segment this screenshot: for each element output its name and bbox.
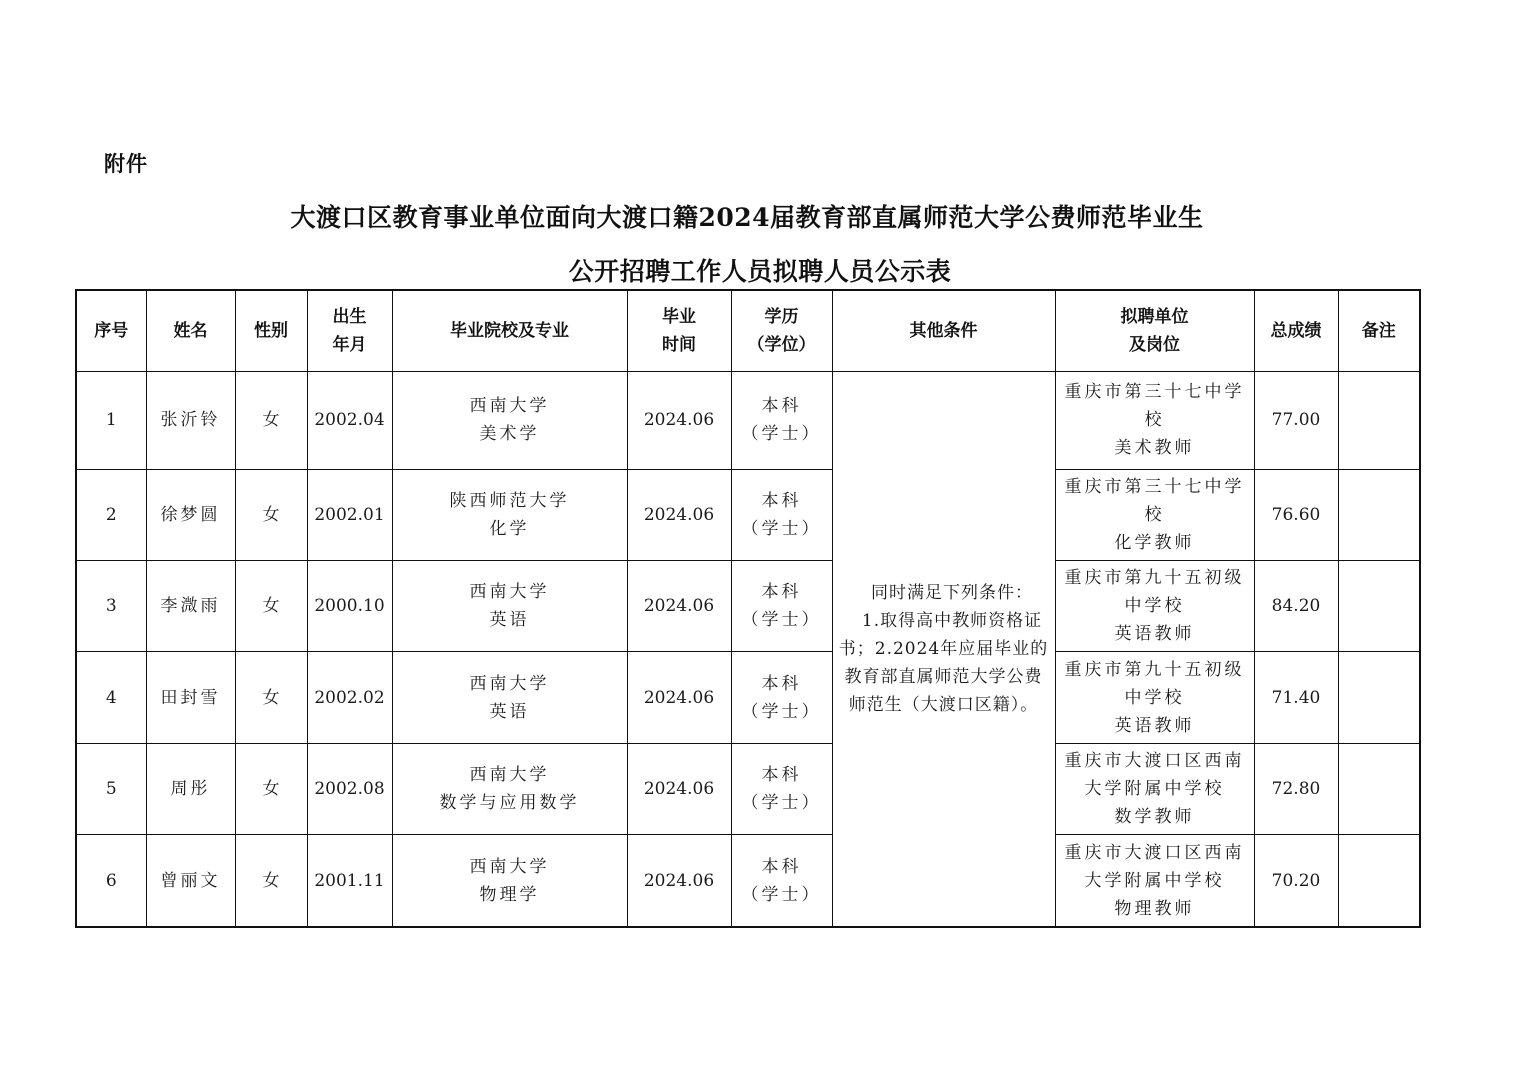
document-title-line-2: 公开招聘工作人员拟聘人员公示表	[568, 257, 952, 286]
cell-name: 田封雪	[146, 652, 235, 743]
cell-name: 张沂铃	[146, 372, 235, 470]
cell-post: 美术教师	[1114, 438, 1195, 459]
header-degree-line-2: （学位）	[747, 335, 816, 355]
cell-index: 4	[76, 652, 146, 743]
cell-score: 77.00	[1254, 372, 1338, 470]
cell-post: 物理教师	[1114, 898, 1195, 919]
cell-degree-line-1: 本科	[761, 765, 802, 786]
cell-unit-line-1: 重庆市第三十七中学	[1064, 476, 1245, 497]
cell-school-major	[392, 743, 627, 834]
cell-birth: 2002.02	[307, 652, 392, 743]
cell-grad-time: 2024.06	[627, 561, 731, 652]
cell-grad-time: 2024.06	[627, 835, 731, 927]
cell-gender: 女	[235, 743, 307, 834]
cell-index: 1	[76, 372, 146, 470]
cell-school: 西南大学	[469, 582, 550, 603]
cell-major: 英语	[489, 701, 530, 722]
cell-major: 物理学	[479, 884, 540, 905]
cell-major: 美术学	[479, 424, 540, 445]
cell-post: 化学教师	[1114, 532, 1195, 553]
cell-degree	[731, 372, 832, 470]
cell-unit-line-2: 大学附属中学校	[1084, 779, 1225, 800]
cell-unit-post	[1055, 835, 1254, 927]
header-graduation-line-1: 毕业	[662, 307, 696, 327]
cell-other-conditions	[832, 372, 1055, 928]
cell-remarks	[1338, 561, 1420, 652]
cell-name: 曾丽文	[146, 835, 235, 927]
table-row	[76, 835, 1420, 927]
cell-school: 陕西师范大学	[449, 490, 570, 511]
cell-score: 70.20	[1254, 835, 1338, 927]
cell-degree-line-2: （学士）	[741, 793, 822, 814]
header-name: 姓名	[146, 290, 235, 372]
cell-gender: 女	[235, 469, 307, 560]
cell-unit-line-1: 重庆市大渡口区西南	[1064, 751, 1245, 772]
cell-school-major	[392, 372, 627, 470]
cell-gender: 女	[235, 652, 307, 743]
cell-score: 71.40	[1254, 652, 1338, 743]
cell-degree-line-1: 本科	[761, 582, 802, 603]
conditions-line-1: 同时满足下列条件：	[871, 583, 1033, 603]
cell-grad-time: 2024.06	[627, 652, 731, 743]
cell-grad-time: 2024.06	[627, 469, 731, 560]
header-graduation	[627, 290, 731, 372]
conditions-line-2: 1.取得高中教师资格证书；2.2024年应届毕业的教育部直属师范大学公费师范生（大渡口区籍）。	[838, 611, 1049, 715]
cell-unit-line-1: 重庆市大渡口区西南	[1064, 842, 1245, 863]
table-row	[76, 652, 1420, 743]
cell-birth: 2000.10	[307, 561, 392, 652]
cell-school: 西南大学	[469, 673, 550, 694]
header-birth-line-1: 出生	[332, 307, 367, 327]
cell-birth: 2002.01	[307, 469, 392, 560]
cell-degree-line-1: 本科	[761, 856, 802, 877]
cell-degree-line-1: 本科	[761, 396, 802, 417]
header-index: 序号	[76, 290, 146, 372]
cell-school-major	[392, 835, 627, 927]
cell-gender: 女	[235, 372, 307, 470]
cell-index: 5	[76, 743, 146, 834]
cell-remarks	[1338, 835, 1420, 927]
table-row	[76, 469, 1420, 560]
cell-major: 化学	[489, 518, 530, 539]
cell-school: 西南大学	[469, 856, 550, 877]
cell-unit-post	[1055, 561, 1254, 652]
cell-remarks	[1338, 372, 1420, 470]
cell-grad-time: 2024.06	[627, 743, 731, 834]
header-score: 总成绩	[1254, 290, 1338, 372]
cell-degree-line-1: 本科	[761, 490, 802, 511]
cell-degree-line-1: 本科	[761, 673, 802, 694]
table-header-row	[76, 290, 1420, 372]
cell-name: 李溦雨	[146, 561, 235, 652]
cell-major: 英语	[489, 610, 530, 631]
cell-remarks	[1338, 652, 1420, 743]
cell-school-major	[392, 469, 627, 560]
header-school-major: 毕业院校及专业	[392, 290, 627, 372]
cell-unit-line-1: 重庆市第三十七中学	[1064, 382, 1245, 403]
cell-post: 数学教师	[1114, 807, 1195, 828]
cell-degree-line-2: （学士）	[741, 518, 822, 539]
document-title-line-1: 大渡口区教育事业单位面向大渡口籍2024届教育部直属师范大学公费师范毕业生	[290, 203, 1204, 232]
cell-unit-line-1: 重庆市第九十五初级	[1064, 568, 1245, 589]
cell-degree-line-2: （学士）	[741, 610, 822, 631]
cell-degree	[731, 561, 832, 652]
cell-birth: 2002.04	[307, 372, 392, 470]
cell-score: 72.80	[1254, 743, 1338, 834]
cell-school-major	[392, 561, 627, 652]
cell-school-major	[392, 652, 627, 743]
header-remarks: 备注	[1338, 290, 1420, 372]
cell-post: 英语教师	[1114, 624, 1195, 645]
cell-unit-line-2: 中学校	[1124, 596, 1185, 617]
header-other-conditions: 其他条件	[832, 290, 1055, 372]
header-birth-line-2: 年月	[332, 335, 367, 355]
cell-unit-post	[1055, 652, 1254, 743]
cell-remarks	[1338, 743, 1420, 834]
table-row	[76, 561, 1420, 652]
cell-remarks	[1338, 469, 1420, 560]
cell-birth: 2002.08	[307, 743, 392, 834]
cell-grad-time: 2024.06	[627, 372, 731, 470]
cell-index: 3	[76, 561, 146, 652]
cell-score: 84.20	[1254, 561, 1338, 652]
header-unit-post	[1055, 290, 1254, 372]
cell-score: 76.60	[1254, 469, 1338, 560]
cell-degree-line-2: （学士）	[741, 424, 822, 445]
cell-major: 数学与应用数学	[439, 793, 580, 814]
cell-degree-line-2: （学士）	[741, 884, 822, 905]
cell-degree	[731, 469, 832, 560]
cell-unit-line-1: 重庆市第九十五初级	[1064, 659, 1245, 680]
cell-unit-post	[1055, 743, 1254, 834]
header-unit-post-line-2: 及岗位	[1129, 335, 1180, 355]
cell-post: 英语教师	[1114, 715, 1195, 736]
header-degree	[731, 290, 832, 372]
cell-name: 徐梦圆	[146, 469, 235, 560]
cell-degree	[731, 652, 832, 743]
cell-unit-post	[1055, 372, 1254, 470]
cell-name: 周彤	[146, 743, 235, 834]
cell-degree-line-2: （学士）	[741, 701, 822, 722]
cell-index: 6	[76, 835, 146, 927]
cell-unit-line-2: 中学校	[1124, 687, 1185, 708]
cell-degree	[731, 743, 832, 834]
header-degree-line-1: 学历	[764, 307, 799, 327]
cell-index: 2	[76, 469, 146, 560]
cell-unit-line-2: 校	[1144, 410, 1165, 431]
cell-birth: 2001.11	[307, 835, 392, 927]
header-unit-post-line-1: 拟聘单位	[1120, 307, 1189, 327]
cell-degree	[731, 835, 832, 927]
cell-unit-line-2: 校	[1144, 504, 1165, 525]
cell-gender: 女	[235, 561, 307, 652]
table-row	[76, 743, 1420, 834]
cell-school: 西南大学	[469, 396, 550, 417]
attachment-label: 附件	[104, 152, 148, 176]
cell-unit-line-2: 大学附属中学校	[1084, 870, 1225, 891]
cell-gender: 女	[235, 835, 307, 927]
cell-school: 西南大学	[469, 765, 550, 786]
candidate-table	[75, 289, 1421, 928]
cell-unit-post	[1055, 469, 1254, 560]
header-birth	[307, 290, 392, 372]
header-gender: 性别	[235, 290, 307, 372]
table-row	[76, 372, 1420, 470]
header-graduation-line-2: 时间	[662, 335, 696, 355]
